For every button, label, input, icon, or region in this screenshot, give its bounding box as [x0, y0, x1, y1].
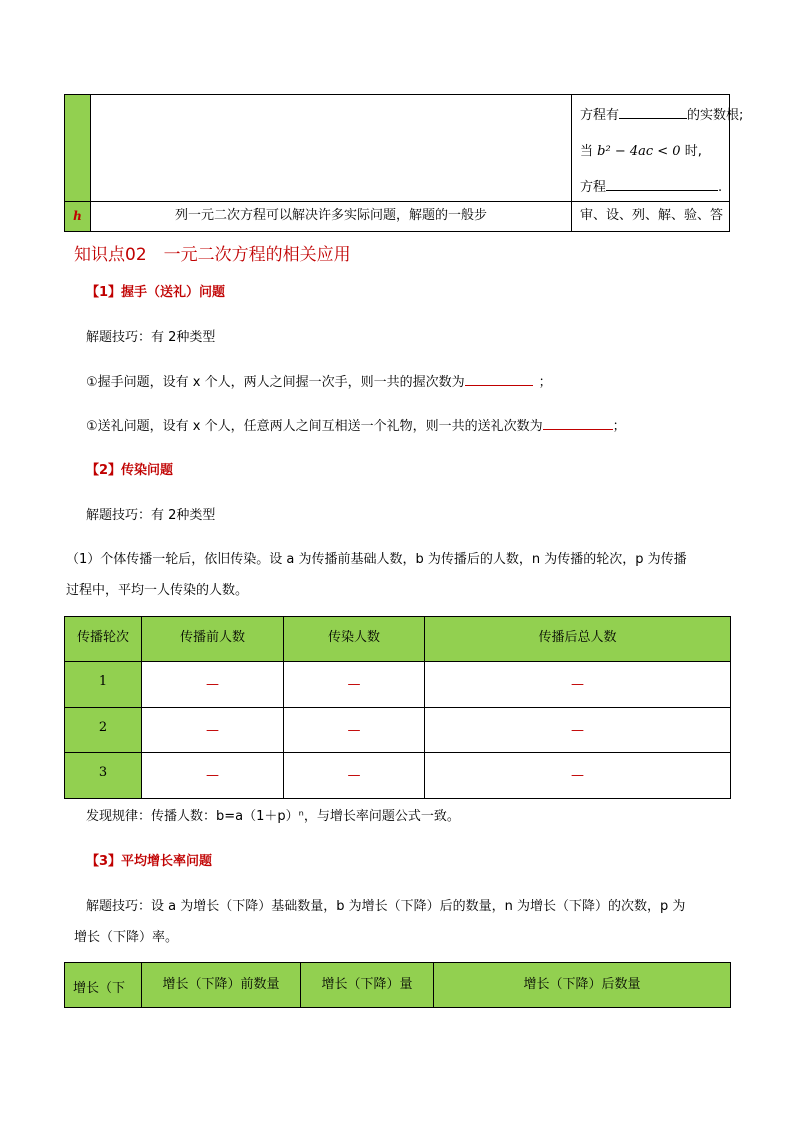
table-result-cell	[572, 95, 744, 201]
roots-prefix: 方程有	[580, 108, 620, 123]
steps-list: 审、设、列、解、验、答	[580, 208, 724, 223]
section-title: 知识点02 一元二次方程的相关应用	[74, 245, 351, 265]
steps-description: 列一元二次方程可以解决许多实际问题，解题的一般步	[91, 202, 572, 231]
table-row	[65, 662, 731, 708]
table-cell: —	[142, 753, 284, 799]
discriminant-formula: b² − 4ac < 0	[597, 144, 681, 159]
gift-item	[86, 415, 626, 434]
answer-blank	[543, 417, 613, 430]
growth-para-line2: 增长（下降）率。	[74, 930, 179, 945]
table-header: 传播后总人数	[425, 617, 731, 662]
table-cell: —	[284, 708, 425, 753]
infection-rule: 发现规律：传播人数：b=a（1＋p）ⁿ，与增长率问题公式一致。	[86, 809, 460, 824]
table-cell: —	[284, 662, 425, 708]
infection-table	[64, 616, 731, 799]
answer-blank	[606, 178, 718, 191]
answer-blank	[619, 106, 687, 119]
table-header: 增长（下降）后数量	[434, 963, 731, 1008]
infection-tip: 解题技巧：有 2种类型	[86, 508, 216, 523]
condition-line	[580, 140, 702, 159]
infection-para-line1: （1）个体传播一轮后，依旧传染。设 a 为传播前基础人数，b 为传播后的人数，n 为传播的轮次，p 为传播	[66, 552, 687, 567]
table-cell: —	[425, 753, 731, 799]
table-header: 增长（下降）前数量	[142, 963, 301, 1008]
round-cell: 1	[65, 662, 142, 708]
table-content-cell	[91, 95, 572, 201]
answer-blank	[465, 373, 533, 386]
infection-heading: 【2】传染问题	[86, 463, 174, 478]
equation-line	[580, 176, 722, 195]
handshake-item-suffix: ；	[538, 375, 552, 390]
handshake-tip: 解题技巧：有 2种类型	[86, 330, 216, 345]
handshake-item	[86, 371, 552, 390]
table-cell: —	[425, 708, 731, 753]
row-label: h	[65, 202, 91, 231]
table-label-cell	[65, 95, 91, 201]
table-cell: —	[284, 753, 425, 799]
equation-prefix: 方程	[580, 180, 607, 195]
table-row	[65, 753, 731, 799]
growth-heading: 【3】平均增长率问题	[86, 854, 213, 869]
table-row-steps	[65, 201, 729, 231]
gift-item-text: ①送礼问题，设有 x 个人，任意两人之间互相送一个礼物，则一共的送礼次数为	[86, 419, 543, 434]
infection-para-line2: 过程中，平均一人传染的人数。	[66, 583, 249, 598]
discriminant-table	[64, 94, 744, 232]
table-header: 传播前人数	[142, 617, 284, 662]
table-header: 增长（下降）量	[301, 963, 434, 1008]
handshake-item-text: ①握手问题，设有 x 个人，两人之间握一次手，则一共的握次数为	[86, 375, 465, 390]
roots-line	[580, 104, 743, 123]
equation-suffix: .	[718, 180, 723, 195]
growth-table	[64, 962, 731, 1008]
table-header: 增长（下	[65, 963, 142, 1008]
table-header-row	[65, 617, 731, 662]
table-header: 传播轮次	[65, 617, 142, 662]
table-cell: —	[425, 662, 731, 708]
growth-para-line1: 解题技巧：设 a 为增长（下降）基础数量，b 为增长（下降）后的数量，n 为增长（下降）的次数，p 为	[86, 899, 686, 914]
handshake-heading: 【1】握手（送礼）问题	[86, 285, 226, 300]
round-cell: 2	[65, 708, 142, 753]
table-header-row	[65, 963, 731, 1008]
condition-suffix: 时,	[684, 144, 702, 159]
table-row	[65, 708, 731, 753]
gift-item-suffix: ；	[612, 419, 626, 434]
condition-prefix: 当	[580, 144, 594, 159]
table-cell: —	[142, 708, 284, 753]
table-header: 传染人数	[284, 617, 425, 662]
roots-suffix: 的实数根;	[687, 108, 744, 123]
table-cell: —	[142, 662, 284, 708]
round-cell: 3	[65, 753, 142, 799]
